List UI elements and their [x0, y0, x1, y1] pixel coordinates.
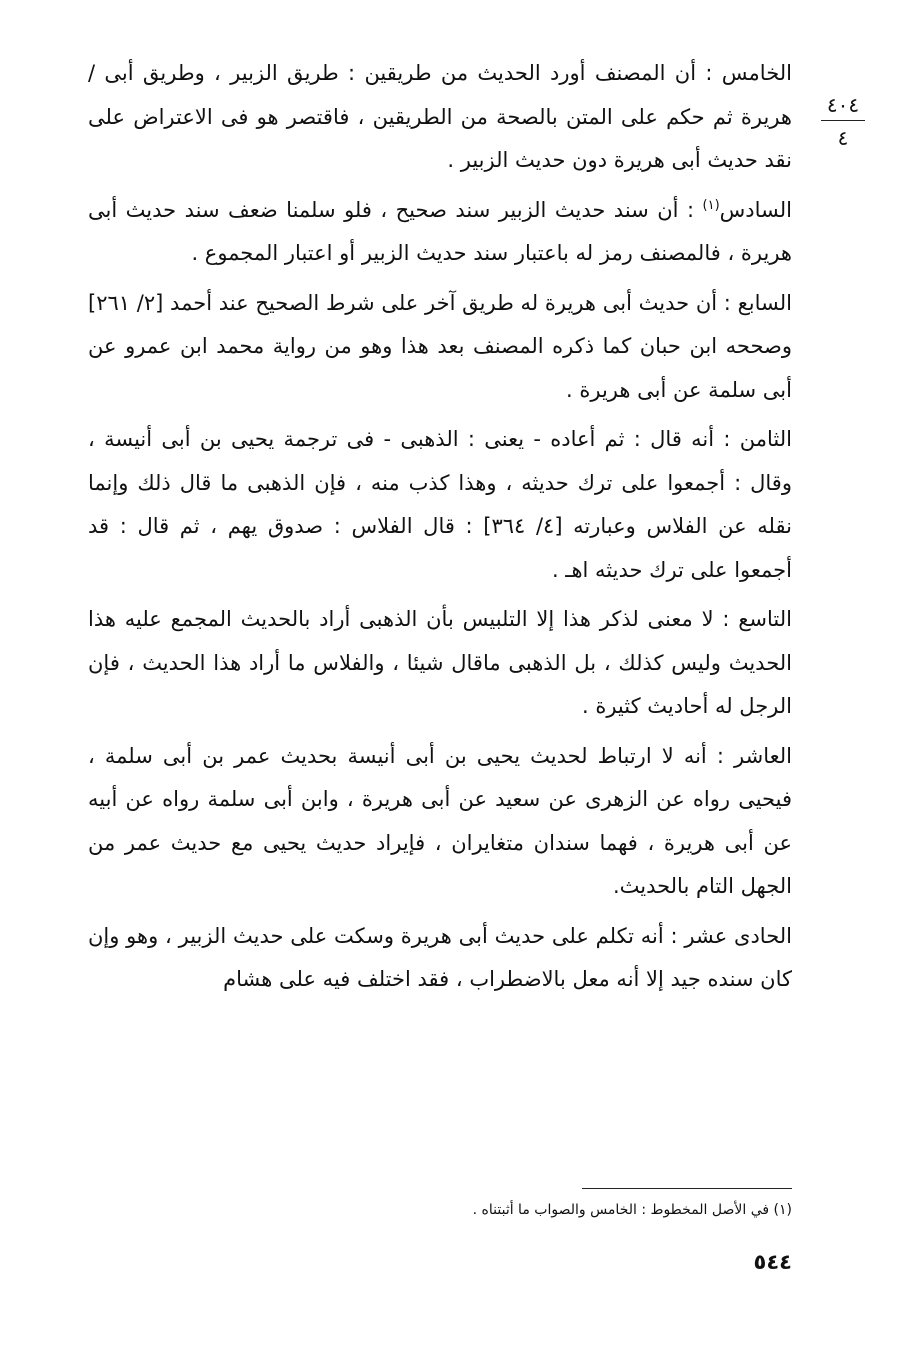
footnote: (١) في الأصل المخطوط : الخامس والصواب ما أثبتناه .: [472, 1202, 792, 1218]
footnote-divider: [582, 1188, 792, 1189]
footnote-marker[interactable]: (١): [702, 197, 720, 213]
paragraph-eleventh: الحادى عشر : أنه تكلم على حديث أبى هريرة وسكت على حديث الزبير ، وهو وإن كان سنده جيد إلا أنه معل بالاضطراب ، فقد اختلف فيه على هشام: [88, 923, 792, 991]
paragraph-sixth-text: : أن سند حديث الزبير سند صحيح ، فلو سلمنا ضعف سند حديث أبى هريرة ، فالمصنف رمز له باعتبار سند حديث الزبير أو اعتبار المجموع .: [88, 197, 792, 265]
margin-reference: [818, 92, 868, 151]
margin-reference-bottom: ٤: [837, 126, 849, 150]
page-number: ٥٤٤: [753, 1250, 792, 1274]
margin-reference-top: ٤٠٤: [826, 93, 860, 117]
margin-reference-divider: [821, 120, 865, 121]
paragraph-tenth: العاشر : أنه لا ارتباط لحديث يحيى بن أبى أنيسة بحديث عمر بن أبى سلمة ، فيحيى رواه عن الزهرى عن سعيد عن أبى هريرة ، وابن أبى سلمة رواه عن أبيه عن أبى هريرة ، فهما سندان متغايران ، فإيراد حديث يحيى مع حديث عمر من الجهل التام بالحديث.: [88, 743, 792, 898]
paragraph-sixth-lead: السادس: [719, 197, 792, 222]
paragraph-eighth: الثامن : أنه قال : ثم أعاده - يعنى : الذهبى - فى ترجمة يحيى بن أبى أنيسة ، وقال : أجمعوا على ترك حديثه ، وهذا كذب منه ، فإن الذهبى ما قال ذلك وإنما نقله عن الفلاس وعبارته [٤/ ٣٦٤] : قال الفلاس : صدوق يهم ، ثم قال : قد أجمعوا على ترك حديثه اهـ .: [88, 427, 792, 582]
body-text: [88, 52, 792, 1008]
paragraph-sixth: [88, 189, 792, 276]
paragraph-fifth: الخامس : أن المصنف أورد الحديث من طريقين : طريق الزبير ، وطريق أبى / هريرة ثم حكم على المتن بالصحة من الطريقين ، فاقتصر هو فى الاعتراض على نقد حديث أبى هريرة دون حديث الزبير .: [88, 61, 792, 172]
paragraph-seventh: السابع : أن حديث أبى هريرة له طريق آخر على شرط الصحيح عند أحمد [٢/ ٢٦١] وصححه ابن حبان كما ذكره المصنف بعد هذا وهو من رواية محمد ابن عمرو عن أبى سلمة عن أبى هريرة .: [88, 290, 792, 402]
paragraph-ninth: التاسع : لا معنى لذكر هذا إلا التلبيس بأن الذهبى أراد بالحديث المجمع عليه هذا الحديث وليس كذلك ، بل الذهبى ماقال شيئا ، والفلاس ما أراد هذا الحديث ، فإن الرجل له أحاديث كثيرة .: [88, 607, 792, 718]
